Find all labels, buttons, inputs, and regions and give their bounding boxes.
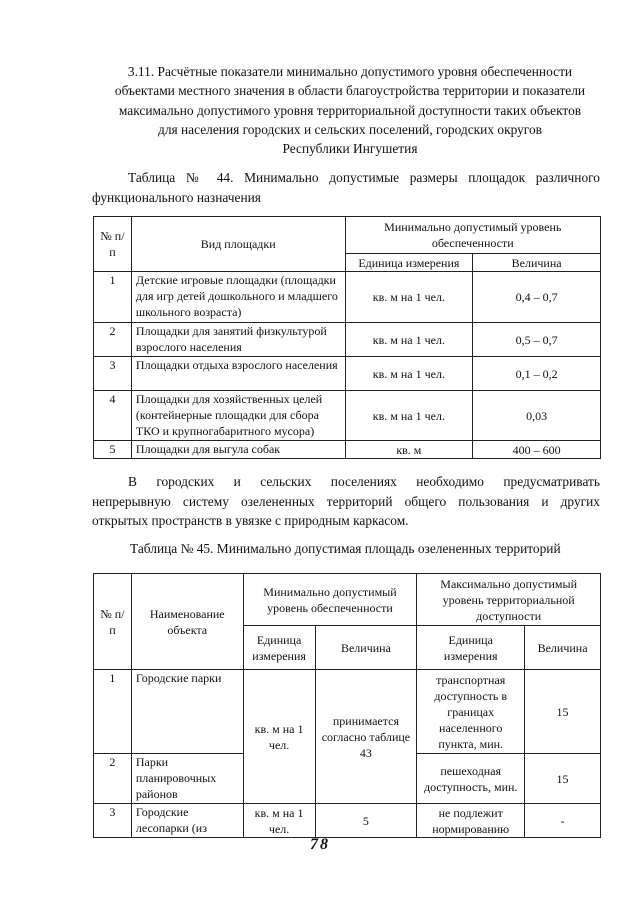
table-row xyxy=(94,391,601,441)
t44-row-num: 5 xyxy=(94,441,132,459)
heading-line: максимально допустимого уровня территориальной доступности таких объектов xyxy=(118,102,582,118)
t44-head-num: № п/п xyxy=(94,217,132,272)
t44-row-num: 1 xyxy=(94,272,132,323)
t45-row-unit: кв. м на 1 чел. xyxy=(243,670,315,804)
t44-row-unit: кв. м на 1 чел. xyxy=(345,323,473,357)
t45-row-access-unit: транспортная доступность в границах населенного пункта, мин. xyxy=(417,670,525,754)
t44-row-num: 4 xyxy=(94,391,132,441)
t45-head-name: Наименование объекта xyxy=(131,574,243,670)
table44-caption xyxy=(92,168,600,207)
t45-row-access-value: - xyxy=(525,804,601,838)
t44-row-value: 400 – 600 xyxy=(473,441,601,459)
t44-row-value: 0,5 – 0,7 xyxy=(473,323,601,357)
t45-row-name: Городские лесопарки (из xyxy=(131,804,243,838)
t45-row-access-unit: не подлежит нормированию xyxy=(417,804,525,838)
t45-row-value: 5 xyxy=(315,804,417,838)
t45-head-unit2: Единица измерения xyxy=(417,626,525,670)
heading-line: 3.11. Расчётные показатели минимально допустимого уровня обеспеченности xyxy=(127,64,573,79)
t44-row-unit: кв. м xyxy=(345,441,473,459)
table-45 xyxy=(93,573,601,838)
t45-head-value1: Величина xyxy=(315,626,417,670)
t45-row-access-value: 15 xyxy=(525,670,601,754)
t45-row-num: 2 xyxy=(94,754,132,804)
t44-row-name: Площадки отдыха взрослого населения xyxy=(131,357,345,391)
t45-row-value: принимается согласно таблице 43 xyxy=(315,670,417,804)
t44-row-value: 0,4 – 0,7 xyxy=(473,272,601,323)
t44-row-value: 0,03 xyxy=(473,391,601,441)
t44-row-unit: кв. м на 1 чел. xyxy=(345,357,473,391)
section-heading xyxy=(96,62,604,158)
table44-caption-line1: Таблица № 44. Минимально допустимые размеры площадок различного xyxy=(128,170,600,185)
t45-row-unit: кв. м на 1 чел. xyxy=(243,804,315,838)
t45-row-name: Городские парки xyxy=(131,670,243,754)
t45-row-access-unit: пешеходная доступность, мин. xyxy=(417,754,525,804)
t44-row-name: Площадки для выгула собак xyxy=(131,441,345,459)
t44-row-name: Детские игровые площадки (площадки для игр детей дошкольного и младшего школьного возраста) xyxy=(131,272,345,323)
t44-head-type: Вид площадки xyxy=(131,217,345,272)
t45-row-access-value: 15 xyxy=(525,754,601,804)
table-row xyxy=(94,804,601,838)
t45-row-num: 1 xyxy=(94,670,132,754)
table44-caption-line2: функционального назначения xyxy=(92,189,261,205)
t44-row-unit: кв. м на 1 чел. xyxy=(345,391,473,441)
t45-head-unit1: Единица измерения xyxy=(243,626,315,670)
page-number: 78 xyxy=(310,836,330,853)
table-row xyxy=(94,441,601,459)
t44-row-name: Площадки для хозяйственных целей (контейнерные площадки для сбора ТКО и крупногабаритного мусора) xyxy=(131,391,345,441)
heading-line: объектами местного значения в области благоустройства территории и показатели xyxy=(114,83,586,99)
green-areas-paragraph xyxy=(92,472,600,531)
table-44 xyxy=(93,216,601,459)
t45-row-num: 3 xyxy=(94,804,132,838)
table-row xyxy=(94,357,601,391)
t44-row-num: 2 xyxy=(94,323,132,357)
paragraph-line: В городских и сельских поселениях необходимо предусматривать xyxy=(128,474,600,489)
t45-head-num: № п/п xyxy=(94,574,132,670)
heading-line: Республики Ингушетия xyxy=(282,141,418,157)
table45-caption: Таблица № 45. Минимально допустимая площадь озелененных территорий xyxy=(130,541,561,556)
heading-line: для населения городских и сельских поселений, городских округов xyxy=(158,121,542,137)
t45-head-max: Максимально допустимый уровень территориальной доступности xyxy=(417,574,601,626)
t45-head-min: Минимально допустимый уровень обеспеченности xyxy=(243,574,417,626)
table-row xyxy=(94,272,601,323)
t45-row-name: Парки планировочных районов xyxy=(131,754,243,804)
t44-row-name: Площадки для занятий физкультурой взрослого населения xyxy=(131,323,345,357)
table-row xyxy=(94,323,601,357)
paragraph-line: открытых пространств в увязке с природным каркасом. xyxy=(92,513,409,528)
t44-row-num: 3 xyxy=(94,357,132,391)
t44-head-level: Минимально допустимый уровень обеспеченности xyxy=(345,217,601,254)
t45-head-value2: Величина xyxy=(525,626,601,670)
paragraph-line: непрерывную систему озелененных территорий общего пользования и других xyxy=(92,493,600,509)
t44-head-value: Величина xyxy=(473,254,601,272)
t44-row-unit: кв. м на 1 чел. xyxy=(345,272,473,323)
t44-row-value: 0,1 – 0,2 xyxy=(473,357,601,391)
table-row xyxy=(94,670,601,754)
t44-head-unit: Единица измерения xyxy=(345,254,473,272)
